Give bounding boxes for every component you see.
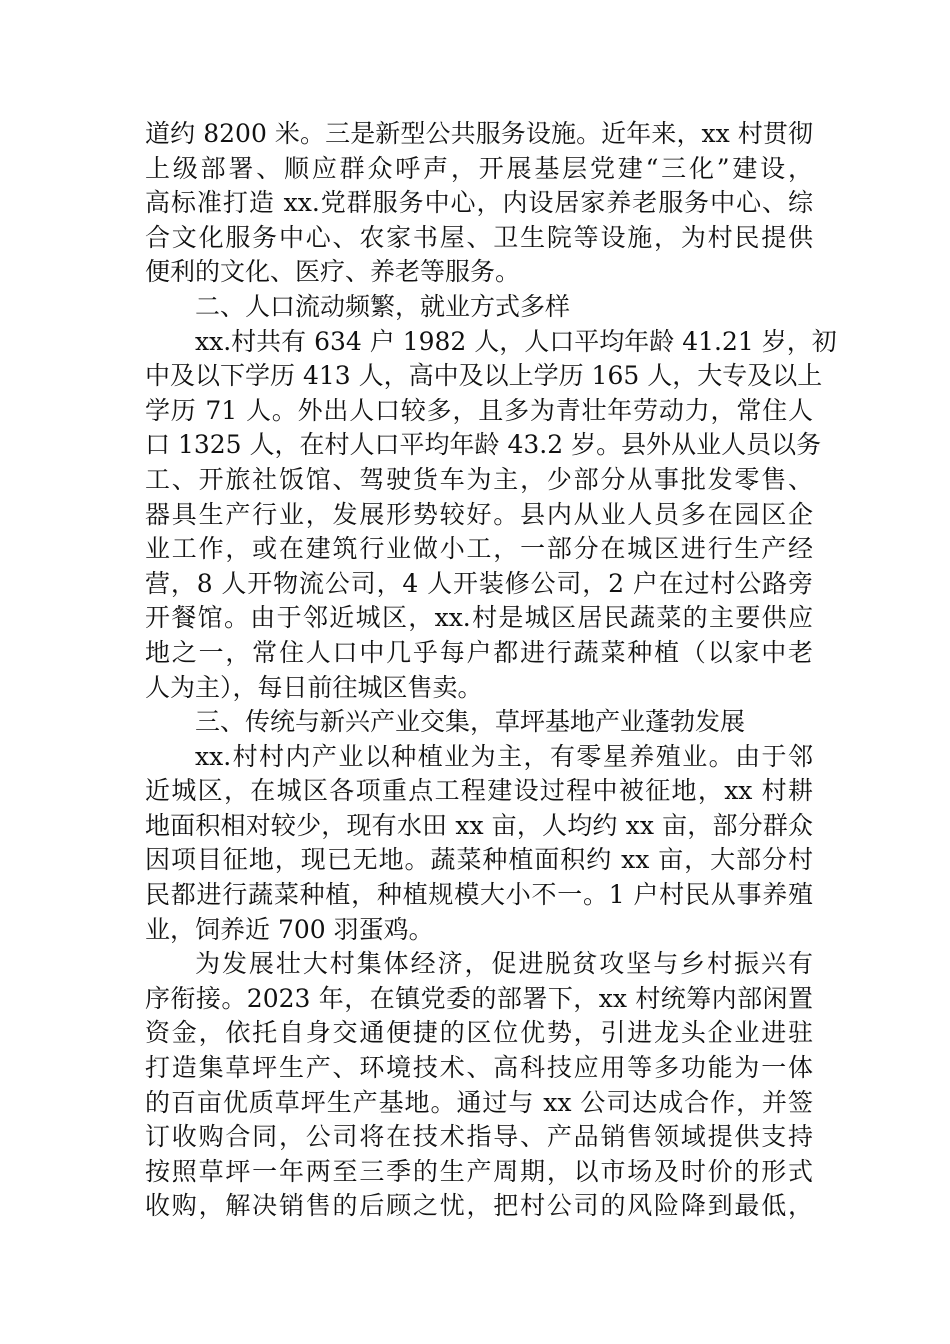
text-line: 收购，解决销售的后顾之忧，把村公司的风险降到最低， <box>145 1191 813 1221</box>
text-line: 口 1325 人，在村人口平均年龄 43.2 岁。县外从业人员以务 <box>145 430 822 460</box>
text-line: 人为主），每日前往城区售卖。 <box>145 672 483 702</box>
text-line: 合文化服务中心、农家书屋、卫生院等设施，为村民提供 <box>145 222 813 252</box>
section-heading: 二、人口流动频繁，就业方式多样 <box>195 291 571 321</box>
section-heading: 三、传统与新兴产业交集，草坪基地产业蓬勃发展 <box>195 707 746 737</box>
text-line: 按照草坪一年两至三季的生产周期，以市场及时价的形式 <box>145 1156 813 1186</box>
text-line: 开餐馆。由于邻近城区，xx.村是城区居民蔬菜的主要供应 <box>145 603 813 633</box>
text-line: 民都进行蔬菜种植，种植规模大小不一。1 户村民从事养殖 <box>145 880 813 910</box>
text-line: 地面积相对较少，现有水田 xx 亩，人均约 xx 亩，部分群众 <box>145 810 813 840</box>
document-body <box>145 117 837 1224</box>
text-line: 打造集草坪生产、环境技术、高科技应用等多功能为一体 <box>145 1053 813 1083</box>
text-line: 地之一，常住人口中几乎每户都进行蔬菜种植（以家中老 <box>145 637 813 667</box>
text-line: 工、开旅社饭馆、驾驶货车为主，少部分从事批发零售、 <box>145 464 813 494</box>
text-line: 订收购合同，公司将在技术指导、产品销售领域提供支持 <box>145 1122 813 1152</box>
text-line: 为发展壮大村集体经济，促进脱贫攻坚与乡村振兴有 <box>195 949 813 979</box>
text-line: 营，8 人开物流公司，4 人开装修公司，2 户在过村公路旁 <box>145 568 813 598</box>
text-line: 业，饲养近 700 羽蛋鸡。 <box>145 914 434 944</box>
text-line: 学历 71 人。外出人口较多，且多为青壮年劳动力，常住人 <box>145 395 813 425</box>
text-line: 序衔接。2023 年，在镇党委的部署下，xx 村统筹内部闲置 <box>145 983 813 1013</box>
text-line: 上级部署、顺应群众呼声，开展基层党建“三化”建设， <box>145 153 813 183</box>
text-line: 近城区，在城区各项重点工程建设过程中被征地，xx 村耕 <box>145 776 813 806</box>
text-line: 资金，依托自身交通便捷的区位优势，引进龙头企业进驻 <box>145 1018 813 1048</box>
text-line: 便利的文化、医疗、养老等服务。 <box>145 257 521 287</box>
text-line: 器具生产行业，发展形势较好。县内从业人员多在园区企 <box>145 499 813 529</box>
text-line: 高标准打造 xx.党群服务中心，内设居家养老服务中心、综 <box>145 188 813 218</box>
text-line: 的百亩优质草坪生产基地。通过与 xx 公司达成合作，并签 <box>145 1087 813 1117</box>
text-line: xx.村共有 634 户 1982 人，人口平均年龄 41.21 岁，初 <box>195 326 837 356</box>
text-line: 业工作，或在建筑行业做小工，一部分在城区进行生产经 <box>145 534 813 564</box>
text-line: 中及以下学历 413 人，高中及以上学历 165 人，大专及以上 <box>145 361 823 391</box>
text-line: 道约 8200 米。三是新型公共服务设施。近年来，xx 村贯彻 <box>145 119 813 148</box>
text-line: 因项目征地，现已无地。蔬菜种植面积约 xx 亩，大部分村 <box>145 845 813 875</box>
text-line: xx.村村内产业以种植业为主，有零星养殖业。由于邻 <box>195 741 813 771</box>
